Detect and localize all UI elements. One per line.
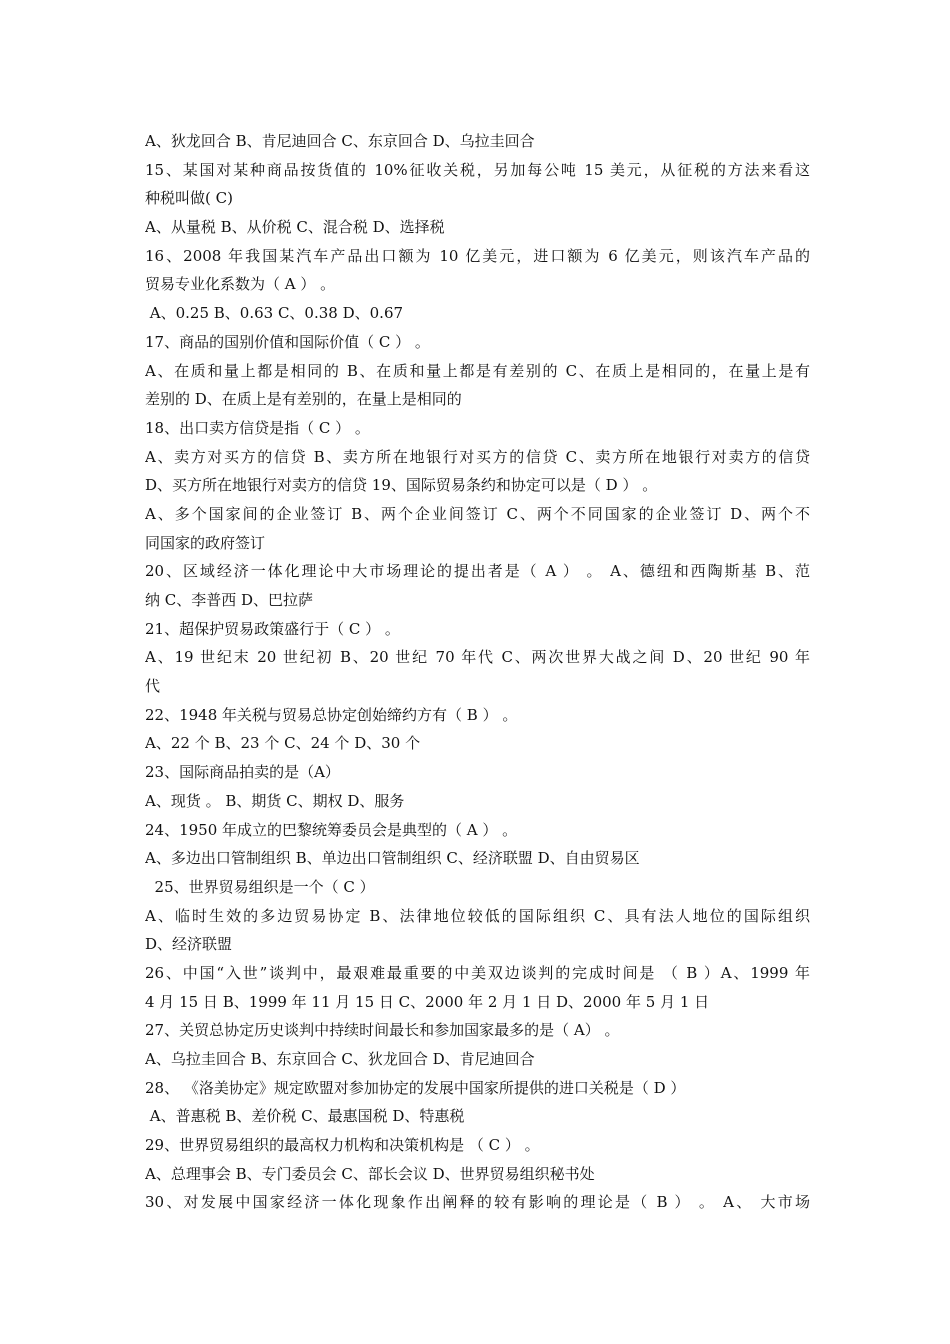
text-line: A、19 世纪末 20 世纪初 B、20 世纪 70 年代 C、两次世界大战之间 D、20 世纪 90 年 xyxy=(145,648,810,667)
text-line: 26、中国“入世”谈判中，最艰难最重要的中美双边谈判的完成时间是 （ B ）A、1999 年 xyxy=(145,963,810,982)
text-line: A、22 个 B、23 个 C、24 个 D、30 个 xyxy=(145,734,421,753)
text-line: A、卖方对买方的信贷 B、卖方所在地银行对买方的信贷 C、卖方所在地银行对卖方的信贷 xyxy=(145,447,810,466)
text-line: 29、世界贸易组织的最高权力机构和决策机构是 （ C ） 。 xyxy=(145,1136,540,1155)
text-line: D、经济联盟 xyxy=(145,935,233,954)
text-line: D、买方所在地银行对卖方的信贷 19、国际贸易条约和协定可以是（ D ） 。 xyxy=(145,476,658,495)
text-line: A、在质和量上都是相同的 B、在质和量上都是有差别的 C、在质上是相同的，在量上是有 xyxy=(145,361,810,380)
text-line: 25、世界贸易组织是一个（ C ） xyxy=(145,877,375,896)
text-line: A、从量税 B、从价税 C、混合税 D、选择税 xyxy=(145,218,445,237)
text-line: A、乌拉圭回合 B、东京回合 C、狄龙回合 D、肯尼迪回合 xyxy=(145,1050,535,1068)
text-line: 20、区域经济一体化理论中大市场理论的提出者是（ A ） 。 A、德纽和西陶斯基 B、范 xyxy=(145,562,810,581)
text-line: A、狄龙回合 B、肯尼迪回合 C、东京回合 D、乌拉圭回合 xyxy=(145,132,535,150)
text-line: 23、国际商品拍卖的是（A） xyxy=(145,763,340,782)
text-line: 差别的 D、在质上是有差别的，在量上是相同的 xyxy=(145,390,462,409)
text-line: A、现货 。 B、期货 C、期权 D、服务 xyxy=(145,791,405,810)
text-line: 27、关贸总协定历史谈判中持续时间最长和参加国家最多的是（ A） 。 xyxy=(145,1021,620,1040)
text-line: 28、 《洛美协定》规定欧盟对参加协定的发展中国家所提供的进口关税是（ D ） xyxy=(145,1078,686,1097)
text-line: 种税叫做( C) xyxy=(145,189,233,208)
text-line: 21、超保护贸易政策盛行于（ C ） 。 xyxy=(145,619,400,638)
text-line: 22、1948 年关税与贸易总协定创始缔约方有（ B ） 。 xyxy=(145,705,518,724)
text-line: 贸易专业化系数为（ A ） 。 xyxy=(145,275,336,294)
text-line: 16、2008 年我国某汽车产品出口额为 10 亿美元，进口额为 6 亿美元，则该汽车产品的 xyxy=(145,246,810,265)
document-body xyxy=(145,127,810,1217)
text-line: 同国家的政府签订 xyxy=(145,533,266,552)
text-line: 15、某国对某种商品按货值的 10%征收关税，另加每公吨 15 美元，从征税的方法来看这 xyxy=(145,160,810,179)
text-line: 代 xyxy=(145,677,161,696)
text-line: A、临时生效的多边贸易协定 B、法律地位较低的国际组织 C、具有法人地位的国际组织 xyxy=(145,906,810,925)
text-line: 4 月 15 日 B、1999 年 11 月 15 日 C、2000 年 2 月 1 日 D、2000 年 5 月 1 日 xyxy=(145,992,710,1011)
text-line: 纳 C、李普西 D、巴拉萨 xyxy=(145,591,314,609)
text-line: 24、1950 年成立的巴黎统筹委员会是典型的（ A ） 。 xyxy=(145,820,518,839)
text-line: 17、商品的国别价值和国际价值（ C ） 。 xyxy=(145,332,430,351)
text-line: 30、对发展中国家经济一体化现象作出阐释的较有影响的理论是（ B ） 。 A、 大市场 xyxy=(145,1193,810,1212)
text-line: A、普惠税 B、差价税 C、最惠国税 D、特惠税 xyxy=(145,1107,465,1126)
text-line: A、多个国家间的企业签订 B、两个企业间签订 C、两个不同国家的企业签订 D、两个不 xyxy=(145,504,810,523)
text-line: A、多边出口管制组织 B、单边出口管制组织 C、经济联盟 D、自由贸易区 xyxy=(145,849,640,868)
text-line: A、总理事会 B、专门委员会 C、部长会议 D、世界贸易组织秘书处 xyxy=(145,1164,595,1183)
text-line: A、0.25 B、0.63 C、0.38 D、0.67 xyxy=(145,304,404,323)
text-line: 18、出口卖方信贷是指（ C ） 。 xyxy=(145,418,370,437)
